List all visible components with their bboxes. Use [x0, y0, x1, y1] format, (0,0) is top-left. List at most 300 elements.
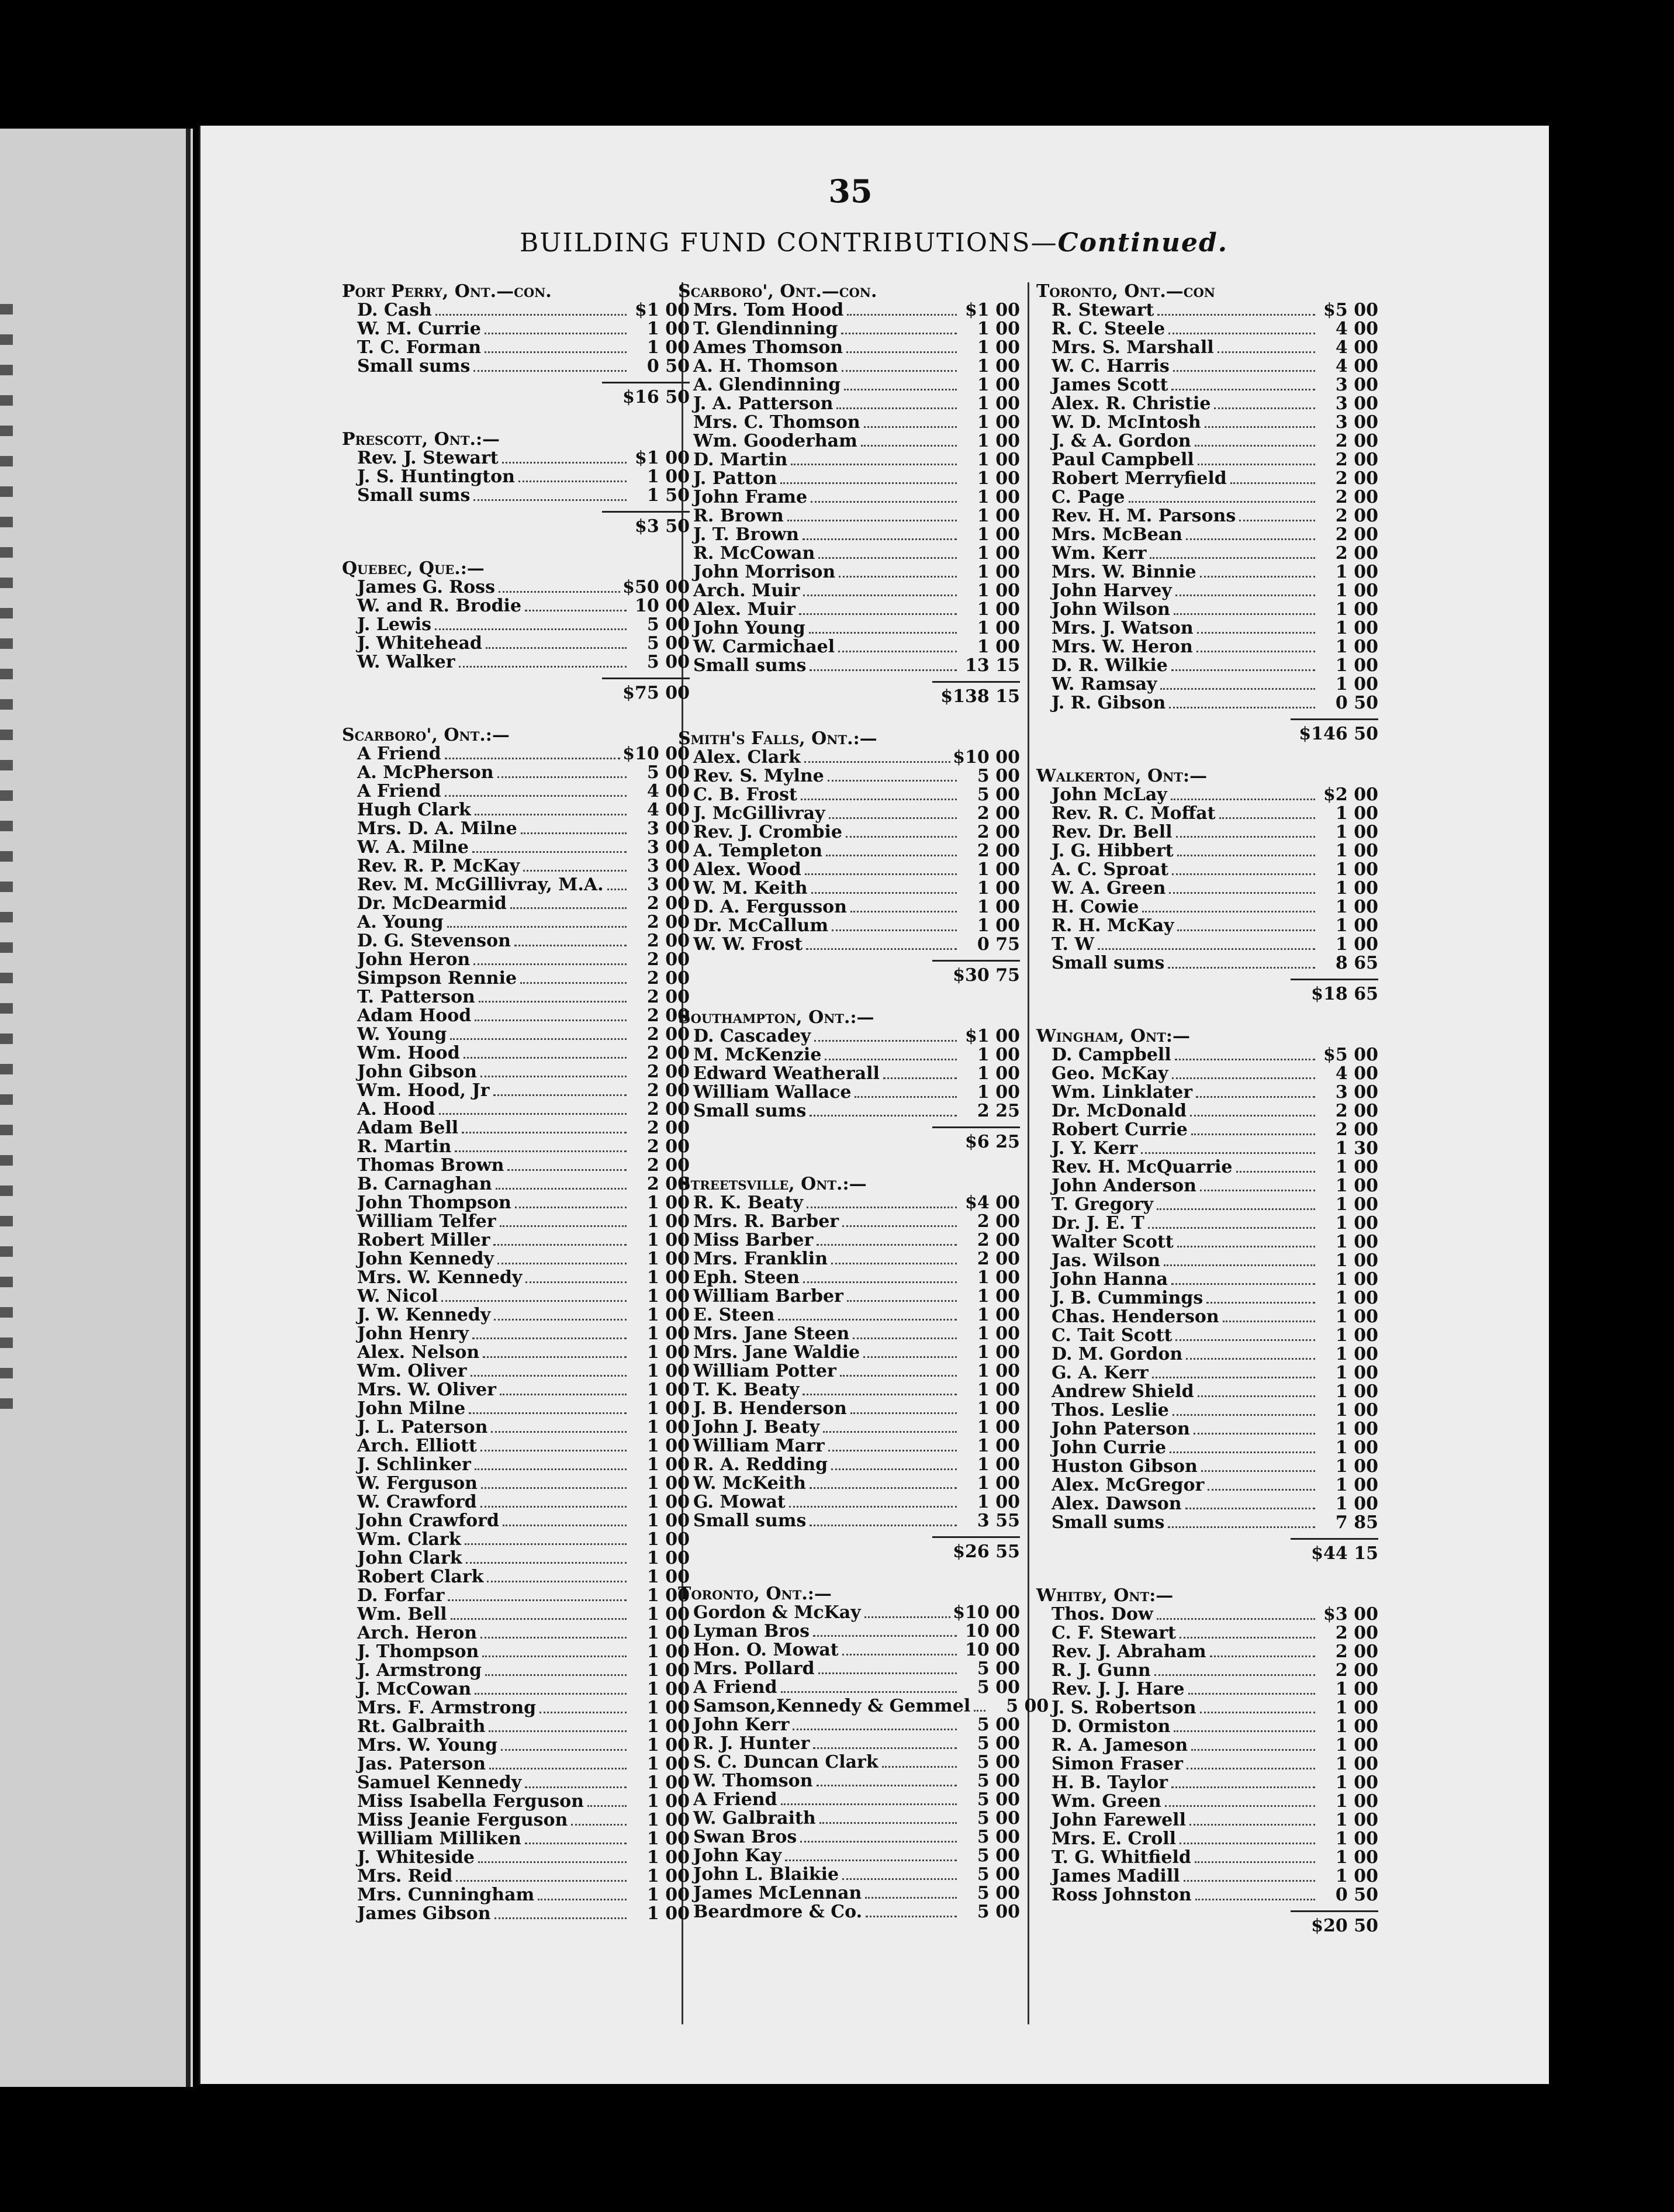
contribution-row [342, 616, 690, 634]
contribution-row [678, 842, 1020, 860]
contribution-amount: 1 00 [1335, 580, 1378, 601]
contributor-name: A. Young [357, 912, 444, 932]
contribution-amount: 1 00 [646, 1286, 690, 1307]
contribution-amount: 2 25 [977, 1101, 1020, 1121]
dot-leader [480, 1637, 627, 1639]
contributor-name: Alex. Wood [693, 859, 801, 880]
contributor-name: D. Martin [693, 450, 788, 470]
contributor-name: John Milne [357, 1398, 466, 1419]
contribution-row [1036, 879, 1378, 898]
dot-leader [486, 647, 627, 649]
contributor-name: John Wilson [1052, 599, 1170, 620]
dot-leader [523, 870, 627, 872]
contributor-name: R. C. Steele [1052, 319, 1165, 339]
dot-leader [806, 948, 957, 950]
contribution-amount: 0 75 [977, 934, 1020, 955]
contributor-name: Mrs. McBean [1052, 524, 1182, 545]
contribution-row [342, 1792, 690, 1811]
dot-leader [778, 1319, 957, 1321]
contributor-name: Wm. Hood [357, 1043, 460, 1063]
contribution-row [342, 1007, 690, 1025]
dot-leader [803, 595, 957, 596]
contribution-row [678, 544, 1020, 563]
contributor-name: John Harvey [1052, 580, 1172, 601]
dot-leader [1223, 1321, 1315, 1322]
contribution-row [1036, 1364, 1378, 1382]
contribution-amount: 1 00 [977, 1082, 1020, 1102]
contribution-amount: 1 00 [977, 487, 1020, 507]
contribution-row [342, 1456, 690, 1474]
dot-leader [1230, 482, 1315, 484]
contributor-name: Swan Bros [693, 1827, 797, 1847]
contribution-amount: 2 00 [1335, 524, 1378, 545]
contribution-row [342, 801, 690, 820]
contribution-row [678, 1903, 1020, 1921]
contribution-row [342, 932, 690, 951]
dot-leader [472, 851, 627, 853]
contributor-name: John McLay [1052, 784, 1167, 805]
dot-leader [1180, 1637, 1315, 1639]
dot-leader [518, 481, 627, 482]
contribution-row [342, 1605, 690, 1624]
contributor-name: Miss Isabella Ferguson [357, 1791, 584, 1812]
dot-leader [1191, 1133, 1315, 1135]
contribution-amount: 3 00 [1335, 375, 1378, 395]
contributor-name: W. D. McIntosh [1052, 412, 1201, 433]
contribution-row [342, 857, 690, 876]
contribution-row [1036, 1513, 1378, 1532]
contribution-row [342, 1381, 690, 1399]
contribution-row [1036, 1661, 1378, 1680]
dot-leader [500, 1394, 627, 1395]
contribution-amount: 1 00 [1335, 1866, 1378, 1886]
contribution-row [1036, 1811, 1378, 1830]
dot-leader [828, 780, 957, 782]
dot-leader [475, 1693, 627, 1695]
contribution-row [1036, 1792, 1378, 1811]
dot-leader [607, 889, 627, 890]
contribution-amount: 5 00 [977, 1808, 1020, 1829]
contributor-name: W. Carmichael [693, 637, 835, 657]
dot-leader [1175, 1339, 1315, 1341]
dot-leader [842, 370, 957, 372]
contribution-amount: $50 00 [622, 577, 690, 597]
dot-leader [817, 1785, 957, 1786]
contribution-amount: 0 50 [1335, 1885, 1378, 1905]
dot-leader [811, 892, 957, 894]
contribution-row [342, 1287, 690, 1306]
dot-leader [1176, 836, 1315, 838]
contribution-row [1036, 357, 1378, 376]
contribution-section [342, 430, 690, 536]
contribution-row [678, 1474, 1020, 1493]
contributor-name: W. Ramsay [1052, 674, 1157, 694]
dot-leader [507, 1169, 627, 1171]
contribution-amount: 1 00 [1335, 599, 1378, 620]
contributor-name: John Farewell [1052, 1810, 1186, 1830]
contributor-name: John Clark [357, 1548, 462, 1568]
contribution-row [1036, 600, 1378, 619]
contribution-amount: 1 00 [646, 1810, 690, 1830]
dot-leader [1168, 333, 1315, 334]
dot-leader [485, 333, 627, 334]
contribution-row [1036, 1457, 1378, 1476]
contributor-name: Arch. Heron [357, 1623, 478, 1643]
contributor-name: Mrs. Cunningham [357, 1885, 535, 1905]
contributor-name: R. A. Jameson [1052, 1735, 1188, 1755]
section-heading: Scarboro', Ont.:— [342, 725, 510, 745]
contributor-name: Robert Currie [1052, 1119, 1188, 1140]
contributor-name: Thos. Leslie [1052, 1400, 1169, 1420]
contribution-row [678, 1865, 1020, 1884]
dot-leader [497, 1263, 627, 1264]
contributor-name: H. Cowie [1052, 897, 1139, 917]
contribution-amount: 1 00 [1335, 859, 1378, 880]
contributor-name: W. Thomson [693, 1771, 813, 1791]
contribution-amount: 1 00 [977, 637, 1020, 657]
contribution-amount: 1 00 [1335, 1829, 1378, 1849]
contribution-row [342, 1717, 690, 1736]
dot-leader [480, 1076, 627, 1077]
dot-leader [814, 1040, 957, 1042]
contribution-row [1036, 507, 1378, 526]
dot-leader [1174, 1730, 1315, 1732]
contribution-row [1036, 935, 1378, 954]
contribution-amount: 1 00 [977, 431, 1020, 451]
contribution-amount: 1 00 [646, 1380, 690, 1400]
contributor-name: John Kerr [693, 1715, 790, 1735]
dot-leader [1157, 1208, 1315, 1210]
contribution-row [342, 1194, 690, 1212]
contribution-row [1036, 917, 1378, 935]
dot-leader [846, 836, 957, 838]
dot-leader [793, 1729, 957, 1730]
contribution-row [342, 1063, 690, 1081]
contribution-row [342, 597, 690, 616]
dot-leader [466, 1562, 627, 1564]
section-heading: Streetsville, Ont.:— [678, 1174, 867, 1194]
contribution-amount: 2 00 [1335, 543, 1378, 564]
contribution-row [1036, 823, 1378, 842]
contribution-amount: 5 00 [977, 1902, 1020, 1922]
contribution-amount: 2 00 [646, 1080, 690, 1101]
contribution-row [678, 563, 1020, 582]
contribution-row [678, 395, 1020, 413]
contributor-name: John Anderson [1052, 1176, 1196, 1196]
dot-leader [825, 1059, 957, 1060]
dot-leader [1148, 1227, 1315, 1229]
contributor-name: John Gibson [357, 1062, 477, 1082]
dot-leader [1177, 929, 1315, 931]
contribution-amount: 1 00 [1335, 1363, 1378, 1383]
contributor-name: Paul Campbell [1052, 450, 1194, 470]
contributor-name: Wm. Clark [357, 1529, 461, 1550]
contribution-row [342, 969, 690, 988]
contributor-name: J. A. Patterson [693, 393, 833, 414]
contribution-amount: 13 15 [965, 655, 1020, 676]
contribution-amount: 0 50 [646, 356, 690, 376]
contributor-name: Mrs. Franklin [693, 1249, 828, 1269]
contribution-row [342, 1231, 690, 1250]
contribution-row [1036, 469, 1378, 488]
contribution-row [678, 1678, 1020, 1697]
contributor-name: T. Glendinning [693, 319, 838, 339]
contribution-row [342, 1568, 690, 1587]
contributor-name: Hon. O. Mowat [693, 1640, 839, 1660]
contribution-row [678, 376, 1020, 395]
page-number: 35 [828, 172, 873, 210]
contribution-row [678, 860, 1020, 879]
contributor-name: C. F. Stewart [1052, 1623, 1176, 1643]
dot-leader [501, 1749, 627, 1751]
contributor-name: Mrs. F. Armstrong [357, 1698, 537, 1718]
contributor-name: T. G. Whitfield [1052, 1847, 1191, 1868]
dot-leader [1129, 501, 1316, 503]
contribution-amount: 2 00 [646, 931, 690, 951]
contribution-amount: 2 00 [646, 912, 690, 932]
contributor-name: R. J. Gunn [1052, 1660, 1151, 1681]
contributor-name: Mrs. W. Oliver [357, 1380, 496, 1400]
contribution-row [342, 913, 690, 932]
contribution-row [678, 767, 1020, 786]
contributor-name: Rt. Galbraith [357, 1716, 486, 1737]
dot-leader [1169, 892, 1315, 894]
contribution-amount: 1 00 [1335, 934, 1378, 955]
contribution-amount: 1 00 [1335, 1456, 1378, 1477]
contribution-row [1036, 301, 1378, 320]
contribution-amount: 5 00 [977, 1864, 1020, 1885]
contribution-amount: 1 00 [1335, 562, 1378, 582]
dot-leader [1165, 1805, 1315, 1807]
dot-leader [842, 1878, 957, 1880]
dot-leader [838, 651, 957, 652]
contribution-section [342, 726, 690, 1923]
contribution-row [342, 578, 690, 597]
contribution-row [678, 338, 1020, 357]
contribution-amount: 1 00 [977, 543, 1020, 564]
contribution-amount: 2 00 [646, 1174, 690, 1194]
contribution-amount: $5 00 [1323, 300, 1378, 320]
contribution-amount: 4 00 [1335, 337, 1378, 358]
contribution-amount: 5 00 [977, 1827, 1020, 1847]
contribution-row [678, 357, 1020, 376]
contribution-amount: 1 00 [646, 1698, 690, 1718]
contribution-row [342, 320, 690, 338]
dot-leader [1171, 1283, 1315, 1285]
dot-leader [831, 1263, 957, 1264]
contribution-amount: 1 00 [1335, 1772, 1378, 1793]
contribution-amount: 1 00 [646, 1866, 690, 1886]
contribution-row [678, 1250, 1020, 1269]
contributor-name: W. Crawford [357, 1492, 477, 1512]
adjacent-page-strip [0, 129, 193, 2087]
contribution-row [1036, 526, 1378, 544]
dot-leader [525, 610, 627, 611]
contribution-amount: 5 00 [646, 652, 690, 672]
contribution-amount: 1 00 [1335, 1344, 1378, 1364]
dot-leader [780, 482, 957, 484]
dot-leader [510, 907, 627, 909]
contribution-row [678, 1269, 1020, 1287]
contribution-amount: 1 00 [1335, 1400, 1378, 1420]
contribution-row [1036, 1420, 1378, 1439]
contribution-row [342, 1100, 690, 1119]
contribution-amount: 1 00 [646, 1398, 690, 1419]
contributor-name: Small sums [1052, 1512, 1165, 1533]
contributor-name: D. Ormiston [1052, 1716, 1171, 1737]
dot-leader [465, 1543, 627, 1545]
contribution-amount: 1 00 [1335, 1157, 1378, 1177]
contributor-name: H. B. Taylor [1052, 1772, 1168, 1793]
contribution-row [1036, 563, 1378, 582]
dot-leader [826, 855, 957, 856]
contribution-row [1036, 1680, 1378, 1699]
contributor-name: Small sums [693, 655, 807, 676]
contribution-row [678, 1381, 1020, 1399]
contributor-name: Jas. Wilson [1052, 1250, 1161, 1271]
contributor-name: Simon Fraser [1052, 1754, 1183, 1774]
contribution-row [1036, 1326, 1378, 1345]
contribution-amount: 1 00 [1335, 674, 1378, 694]
dot-leader [1186, 1358, 1315, 1360]
contribution-row [342, 1774, 690, 1792]
dot-leader [1175, 1059, 1315, 1060]
contribution-amount: 5 00 [646, 633, 690, 654]
section-heading: Quebec, Que.:— [342, 558, 485, 579]
dot-leader [1210, 1655, 1315, 1657]
contribution-section [342, 282, 690, 407]
contribution-amount: 1 00 [977, 1436, 1020, 1456]
contribution-row [1036, 432, 1378, 451]
dot-leader [502, 462, 627, 464]
contribution-amount: 5 00 [977, 1677, 1020, 1698]
contribution-amount: 1 00 [1335, 1419, 1378, 1439]
contribution-row [1036, 1252, 1378, 1270]
column-2 [678, 281, 1049, 1945]
contributor-name: Huston Gibson [1052, 1456, 1198, 1477]
contributor-name: J. B. Cummings [1052, 1288, 1203, 1308]
contribution-amount: 2 00 [646, 1136, 690, 1157]
dot-leader [469, 1412, 627, 1414]
dot-leader [1187, 1768, 1315, 1769]
contributor-name: Mrs. W. Kennedy [357, 1267, 523, 1288]
dot-leader [1191, 1749, 1315, 1751]
contribution-row [342, 745, 690, 763]
contributor-name: Rev. H. McQuarrie [1052, 1157, 1233, 1177]
section-total: $26 55 [953, 1542, 1020, 1562]
dot-leader [844, 389, 957, 390]
contributor-name: M. McKenzie [693, 1045, 822, 1065]
dot-leader [841, 333, 957, 334]
contribution-row [1036, 1605, 1378, 1624]
dot-leader [836, 407, 957, 409]
contributor-name: J. S. Robertson [1052, 1698, 1196, 1718]
contribution-row [678, 301, 1020, 320]
contribution-row [1036, 619, 1378, 638]
contributor-name: W. Nicol [357, 1286, 438, 1307]
contribution-amount: 1 00 [977, 337, 1020, 358]
contribution-amount: 1 00 [1335, 1288, 1378, 1308]
contributor-name: Arch. Muir [693, 580, 800, 601]
contribution-row [342, 1269, 690, 1287]
dot-leader [1190, 1115, 1315, 1117]
contribution-amount: $5 00 [1323, 1045, 1378, 1065]
contribution-amount: 1 00 [977, 1473, 1020, 1494]
contribution-amount: 4 00 [646, 800, 690, 820]
adjacent-page-edge [186, 129, 191, 2087]
contribution-amount: 1 00 [1335, 803, 1378, 824]
contribution-row [678, 1418, 1020, 1437]
contribution-row [342, 1905, 690, 1923]
contribution-amount: 8 65 [1335, 953, 1378, 973]
contribution-amount: 1 00 [1335, 1810, 1378, 1830]
dot-leader [1239, 520, 1315, 521]
contribution-amount: 5 00 [977, 784, 1020, 805]
contributor-name: John Frame [693, 487, 808, 507]
contribution-amount: 1 00 [1335, 1325, 1378, 1346]
contributor-name: Dr. J. E. T [1052, 1213, 1144, 1233]
contribution-row [342, 1661, 690, 1680]
contribution-row [1036, 1121, 1378, 1139]
dot-leader [829, 817, 957, 819]
contribution-amount: 1 00 [646, 466, 690, 487]
contributor-name: Wm. Kerr [1052, 543, 1147, 564]
contribution-section [678, 282, 1020, 706]
contribution-amount: 1 00 [646, 337, 690, 358]
title-text: BUILDING FUND CONTRIBUTIONS— [519, 228, 1058, 258]
contributor-name: J. Schlinker [357, 1454, 471, 1475]
dot-leader [464, 1057, 627, 1059]
contribution-amount: 5 00 [646, 762, 690, 783]
contribution-row [678, 1437, 1020, 1456]
contribution-row [1036, 1083, 1378, 1102]
contribution-row [1036, 898, 1378, 917]
contribution-row [1036, 1382, 1378, 1401]
contributor-name: J. S. Huntington [357, 466, 515, 487]
contribution-amount: 2 00 [1335, 1119, 1378, 1140]
contribution-amount: 2 00 [646, 893, 690, 914]
contribution-row [1036, 1195, 1378, 1214]
contributor-name: John Young [693, 618, 805, 638]
contribution-amount: 5 00 [977, 1715, 1020, 1735]
dot-leader [478, 1861, 627, 1863]
contributor-name: J. Lewis [357, 614, 432, 635]
contributor-name: W. A. Milne [357, 837, 469, 858]
contribution-row [678, 1772, 1020, 1791]
contributor-name: Wm. Linklater [1052, 1082, 1192, 1102]
contribution-amount: 2 00 [977, 822, 1020, 842]
contributor-name: Wm. Bell [357, 1604, 447, 1625]
contributor-name: Dr. McDearmid [357, 893, 507, 914]
contribution-amount: 1 00 [1335, 618, 1378, 638]
contributor-name: Mrs. Jane Steen [693, 1323, 850, 1344]
section-heading: Smith's Falls, Ont.:— [678, 728, 877, 749]
contribution-row [678, 1325, 1020, 1343]
dot-leader [525, 1843, 627, 1844]
contribution-amount: 1 00 [977, 1045, 1020, 1065]
contribution-amount: 2 00 [646, 1062, 690, 1082]
contribution-amount: 2 00 [1335, 1101, 1378, 1121]
dot-leader [1185, 1508, 1315, 1509]
contributor-name: John L. Blaikie [693, 1864, 839, 1885]
contribution-amount: 5 00 [977, 766, 1020, 786]
contribution-row [678, 1660, 1020, 1678]
dot-leader [810, 1525, 957, 1526]
dot-leader [473, 370, 627, 372]
contribution-section [678, 1008, 1020, 1152]
contributor-name: John Henry [357, 1323, 469, 1344]
section-heading: Whitby, Ont:— [1036, 1585, 1174, 1606]
